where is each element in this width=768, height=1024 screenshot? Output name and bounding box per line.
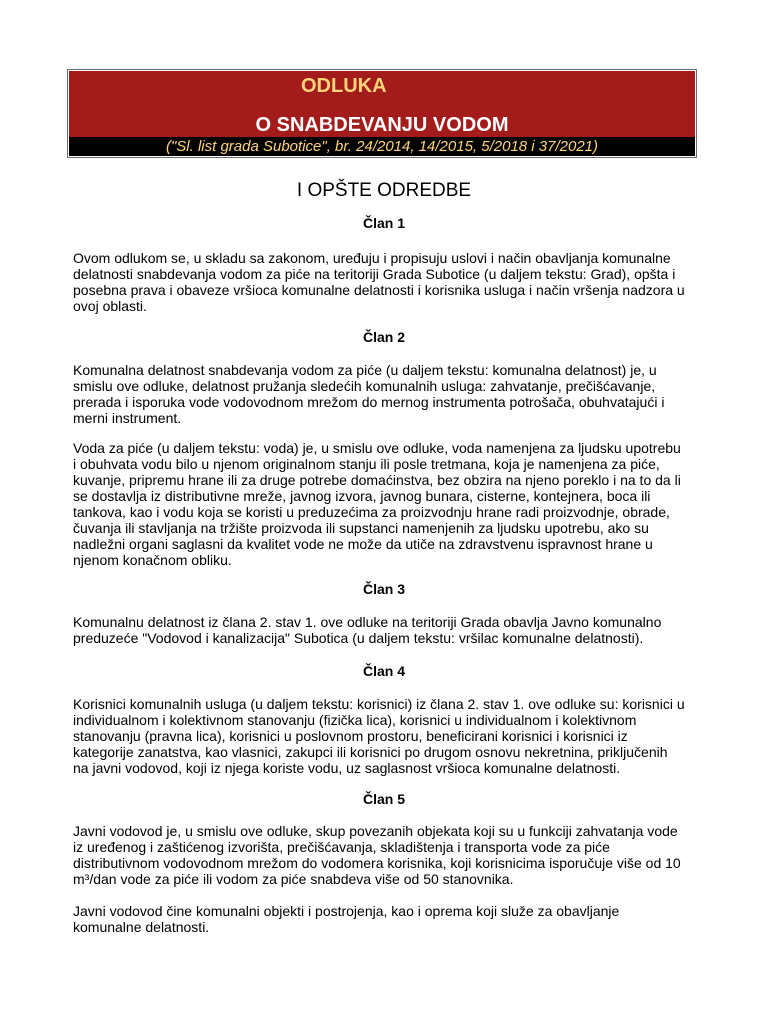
article-2-paragraph-2: Voda za piće (u daljem tekstu: voda) je, u smislu ove odluke, voda namenjena za ljudsku upotrebu i obuhvata vodu bilo u njenom originalnom stanju ili posle tretmana, koja je namenjena za piće, kuvanje, pripremu hrane ili za druge potrebe domaćinstva, bez obzira na njeno poreklo i na to da li se dostavlja iz distributivne mreže, javnog izvora, javnog bunara, cisterne, kontejnera, boca ili tankova, kao i vodu koja se koristi u preduzećima za proizvodnju hrane radi proizvodnje, obrade, čuvanja ili stavljanja na tržište proizvoda ili supstanci namenjenih za ljudsku upotrebu, ako su nadležni organi saglasni da kvalitet vode ne može da utiče na zdravstvenu ispravnost hrane u njenom konačnom obliku. <box>73 440 681 568</box>
article-4-title: Član 4 <box>362 663 405 679</box>
article-2-title: Član 2 <box>362 329 405 345</box>
article-1-title: Član 1 <box>362 215 405 231</box>
article-4-paragraph-1: Korisnici komunalnih usluga (u daljem tekstu: korisnici) iz člana 2. stav 1. ove odluke su: korisnici u individualnom i kolektivnom stanovanju (fizička lica), korisnici u individualnom i kolektivnom stanovanju (pravna lica), korisnici u poslovnom prostoru, beneficirani korisnici i korisnici iz kategorije zanatstva, kao vlasnici, zakupci ili korisnici po drugom osnovu nekretnina, priključenih na javni vodovod, koji iz njega koriste vodu, uz saglasnost vršioca komunalne delatnosti. <box>73 696 685 776</box>
article-2-paragraph-1: Komunalna delatnost snabdevanja vodom za piće (u daljem tekstu: komunalna delatnost) je, u smislu ove odluke, delatnost pružanja sledećih komunalnih usluga: zahvatanje, prečišćavanje, prerada i isporuka vode vodovodnom mrežom do mernog instrumenta potrošača, obuhvatajući i merni instrument. <box>73 362 665 426</box>
document-title: ODLUKA <box>301 75 387 97</box>
gazette-reference: ("Sl. list grada Subotice", br. 24/2014, 14/2015, 5/2018 i 37/2021) <box>69 137 695 156</box>
article-5-paragraph-2: Javni vodovod čine komunalni objekti i postrojenja, kao i oprema koji služe za obavljanje komunalne delatnosti. <box>73 903 620 935</box>
document-header <box>67 69 697 158</box>
article-5-title: Član 5 <box>362 791 405 807</box>
article-5-paragraph-1: Javni vodovod je, u smislu ove odluke, skup povezanih objekata koji su u funkciji zahvatanja vode iz uređenog i zaštićenog izvorišta, prečišćavanja, skladištenja i transporta vode za piće distributivnom vodovodnom mrežom do vodomera korisnika, koji korisnicima isporučuje više od 10 m³/dan vode za piće ili vodom za piće snabdeva više od 50 stanovnika. <box>73 823 681 887</box>
article-1-paragraph-1: Ovom odlukom se, u skladu sa zakonom, uređuju i propisuju uslovi i način obavljanja komunalne delatnosti snabdevanja vodom za piće na teritoriji Grada Subotice (u daljem tekstu: Grad), opšta i posebna prava i obaveze vršioca komunalne delatnosti i korisnika usluga i način vršenja nadzora u ovoj oblasti. <box>73 250 685 314</box>
article-3-title: Član 3 <box>362 581 405 597</box>
document-subtitle: O SNABDEVANJU VODOM <box>255 114 509 136</box>
article-3-paragraph-1: Komunalnu delatnost iz člana 2. stav 1. ove odluke na teritoriji Grada obavlja Javno komunalno preduzeće "Vodovod i kanalizacija" Subotica (u daljem tekstu: vršilac komunalne delatnosti). <box>73 614 662 646</box>
header-banner <box>69 71 695 156</box>
section-heading: I OPŠTE ODREDBE <box>296 180 472 201</box>
